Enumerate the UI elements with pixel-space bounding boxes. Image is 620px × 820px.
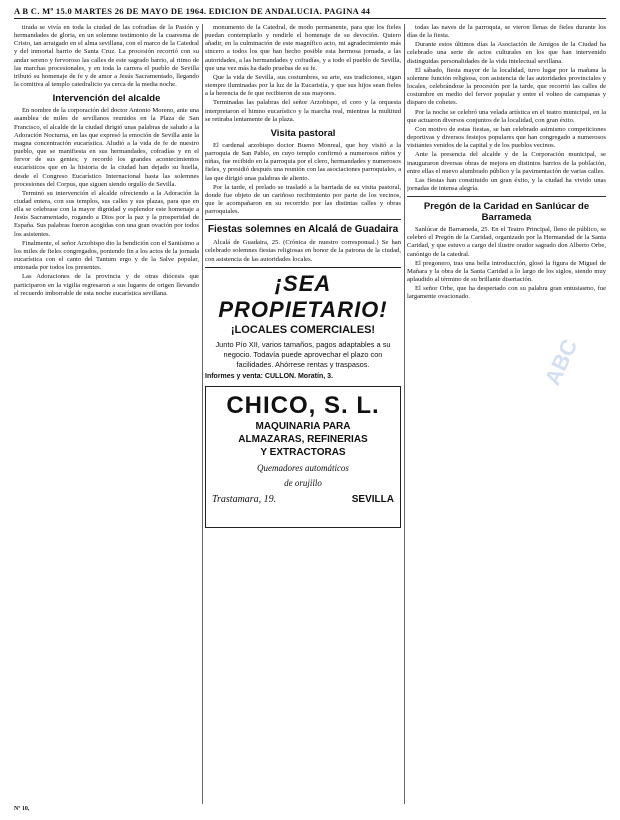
page-footer: Nº 10, xyxy=(14,806,30,812)
newspaper-page xyxy=(14,6,606,812)
ad-italic-line: Quemadores automáticos xyxy=(257,462,349,473)
article-paragraph: Finalmente, el señor Arzobispo dio la bendición con el Santísimo a los miles de fieles congregados, poniendo fin a los actos de la jornada eucarística con el canto del Tantum ergo y de la Salve popular, entonada por todos los presentes. xyxy=(14,239,199,272)
page-masthead: A B C. Mº 15.0 MARTES 26 DE MAYO DE 1964. EDICION DE ANDALUCIA. PAGINA 44 xyxy=(14,6,606,19)
divider xyxy=(407,196,606,197)
article-paragraph: Terminadas las palabras del señor Arzobispo, el coro y la orquesta interpretaron el himno eucarístico y la marcha real, mientras la multitud se retiraba lentamente de la plaza. xyxy=(205,99,401,123)
article-paragraph: Las fiestas han constituido un gran éxito, y la ciudad ha vivido unas jornadas de intensa alegría. xyxy=(407,176,606,192)
section-heading: Pregón de la Caridad en Sanlúcar de Barrameda xyxy=(423,201,590,224)
section-heading: Fiestas solemnes en Alcalá de Guadaira xyxy=(207,224,399,236)
column-rule xyxy=(202,24,203,804)
article-paragraph: todas las naves de la parroquia, se vieron llenas de fieles durante los días de la fiesta. xyxy=(407,24,606,40)
article-paragraph: Terminó su intervención el alcalde ofreciendo a la Adoración la ciudad entera, con sus templos, sus calles y sus plazas, para que en ella se celebrase con la mayor dignidad y esplendor este homenaje a Jesús Sacramentado, rogando a Dios por la paz y la prosperidad de España. Sus palabras fueron acogidas con una gran ovación por todos los asistentes. xyxy=(14,189,199,238)
ad-line: ALMAZARAS, REFINERIAS xyxy=(238,433,368,445)
ad-subtitle: ¡LOCALES COMERCIALES! xyxy=(230,323,376,336)
ad-city: SEVILLA xyxy=(351,493,394,505)
columns-container xyxy=(14,24,606,804)
ad-street: Trastamara, 19. xyxy=(212,493,277,505)
article-paragraph: Durante estos últimos días la Asociación de Amigos de la Ciudad ha celebrado una serie de actos culturales en los que han intervenido distinguidas personalidades de la vida intelectual sevillana. xyxy=(407,41,606,65)
machinery-advertisement xyxy=(205,386,401,528)
property-advertisement xyxy=(205,267,401,381)
article-paragraph: Con motivo de estas fiestas, se han celebrado asimismo competiciones deportivas y diversos festejos populares que han congregado a numerosos visitantes venidos de la capital y de los pueblos vecinos. xyxy=(407,125,606,150)
ad-title: ¡SEA PROPIETARIO! xyxy=(218,270,388,322)
ad-company-name: CHICO, S. L. xyxy=(226,391,380,419)
article-paragraph: El señor Orbe, que ha despertado con su palabra gran entusiasmo, fue largamente ovacionado. xyxy=(407,285,606,301)
ad-body: Junto Pío XII, varios tamaños, pagos adaptables a su negocio. Todavía puede aprovechar el plazo con facilidades. Ahórrese rentas y traspasos. xyxy=(215,339,391,369)
divider xyxy=(205,219,401,220)
article-paragraph: monumento de la Catedral, de modo permanente, para que los fieles puedan contemplarlo y rendirle el homenaje de su devoción. Quiero añadir, en la culminación de este magnífico acto, mi agradecimiento más sincero a todos los que han hecho posible esta hermosa jornada, a las autoridades, a las hermandades y cofradías, y a todo el pueblo de Sevilla, que una vez más ha dado pruebas de su fe. xyxy=(205,24,401,72)
column-3 xyxy=(407,24,606,804)
ad-contact: Informes y venta: CULLON. Moratín, 3. xyxy=(205,372,333,380)
article-paragraph: Alcalá de Guadaira, 25. (Crónica de nuestro corresponsal.) Se han celebrado solemnes fiestas religiosas en honor de la patrona de la ciudad, con asistencia de las autoridades locales. xyxy=(205,239,401,263)
article-paragraph: Sanlúcar de Barrameda, 25. En el Teatro Principal, lleno de público, se celebró el Pregón de la Caridad, organizado por la Hermandad de la Santa Caridad, y que estuvo a cargo del ilustre orador sagrado don Alberto Orbe, canónigo de la catedral. xyxy=(407,226,606,258)
section-heading: Intervención del alcalde xyxy=(52,93,161,105)
article-paragraph: El cardenal arzobispo doctor Bueno Monreal, que hoy visitó a la parroquia de San Pablo, en cuyo templo confirmó a numerosos niños y niñas, fue recibido en la parroquia por el clero, hermandades y numerosos fieles, y presidió después una reunión con las asociaciones parroquiales, a las que dirigió unas palabras de aliento. xyxy=(205,141,401,182)
column-rule xyxy=(404,24,405,804)
ad-line: MAQUINARIA PARA xyxy=(255,420,351,432)
article-paragraph: Que la vida de Sevilla, sus costumbres, su arte, sus tradiciones, sigan siempre iluminadas por la luz de la Eucaristía, y que sus hijos sean fieles a la herencia de fe que recibieron de sus mayores. xyxy=(205,73,401,98)
article-paragraph: El sábado, fiesta mayor de la localidad, tuvo lugar por la mañana la solemne función religiosa, con asistencia de las autoridades provinciales y locales, celebrándose la procesión por la tarde, que recorrió las calles de costumbre en medio del fervor popular y entre el volteo de campanas y disparo de cohetes. xyxy=(407,66,606,107)
article-paragraph: Por la noche se celebró una velada artística en el teatro municipal, en la que actuaron diversos conjuntos de la localidad, con gran éxito. xyxy=(407,108,606,124)
article-paragraph: Las Adoraciones de la provincia y de otras diócesis que participaron en la vigilia regresaron a sus lugares de origen llevando el recuerdo imborrable de esta noche eucarística sevillana. xyxy=(14,273,199,297)
section-heading: Visita pastoral xyxy=(270,127,336,139)
article-paragraph: El pregonero, tras una bella introducción, glosó la figura de Miguel de Mañara y la obra de la Santa Caridad a lo largo de los siglos, siendo muy aplaudido al término de su brillante disertación. xyxy=(407,259,606,284)
article-paragraph: Ante la presencia del alcalde y de la Corporación municipal, se inauguraron diversas obras de mejora en distintos barrios de la población, entre ellas el nuevo alumbrado público y la pavimentación de varias calles. xyxy=(407,151,606,175)
ad-address xyxy=(212,493,394,505)
ad-italic-line: de orujillo xyxy=(284,477,322,488)
article-paragraph: En nombre de la corporación del doctor Antonio Moreno, ante una asamblea de miles de sevillanos reunidos en la Plaza de San Francisco, el alcalde de la ciudad dirigió unas palabras de saludo a la Adoración Nocturna, en las que expresó la emoción de Sevilla ante la magna concentración eucarística. Aludió a la vida de fe de nuestro pueblo, que se manifiesta en sus hermandades, cofradías y en el fervor de sus gentes; y recordó los grandes acontecimientos eucarísticos que en la historia de la ciudad han dejado su huella, desde el Congreso Eucarístico Internacional hasta las solemnes procesiones del Corpus, que siguen siendo orgullo de Sevilla. xyxy=(14,107,199,188)
column-2 xyxy=(205,24,401,804)
abc-watermark: ABC xyxy=(539,335,583,390)
ad-line: Y EXTRACTORAS xyxy=(260,446,346,458)
column-1 xyxy=(14,24,199,804)
article-paragraph: Por la tarde, el prelado se trasladó a la barriada de su visita pastoral, donde fue objeto de un cariñoso recibimiento por parte de los vecinos, que le acompañaron en su recorrido por las distintas calles y obras parroquiales. xyxy=(205,183,401,216)
article-paragraph: tirada se vivía en toda la ciudad de las cofradías de la Pasión y hermandades de gloria, en un solemne testimonio de la cuaresma de Cristo, tan arraigado en el alma sevillana, con el marco de la Catedral y del inmortal barrio de Santa Cruz. La procesión recorrió con su andar sereno y fervoroso las calles de este sagrado barrio, al ritmo de las marchas procesionales, y en toda la carrera el pueblo de Sevilla tributó su homenaje de fe y de amor a Jesús Sacramentado, llegando la comitiva al templo catedralicio ya cerca de la media noche. xyxy=(14,24,199,89)
